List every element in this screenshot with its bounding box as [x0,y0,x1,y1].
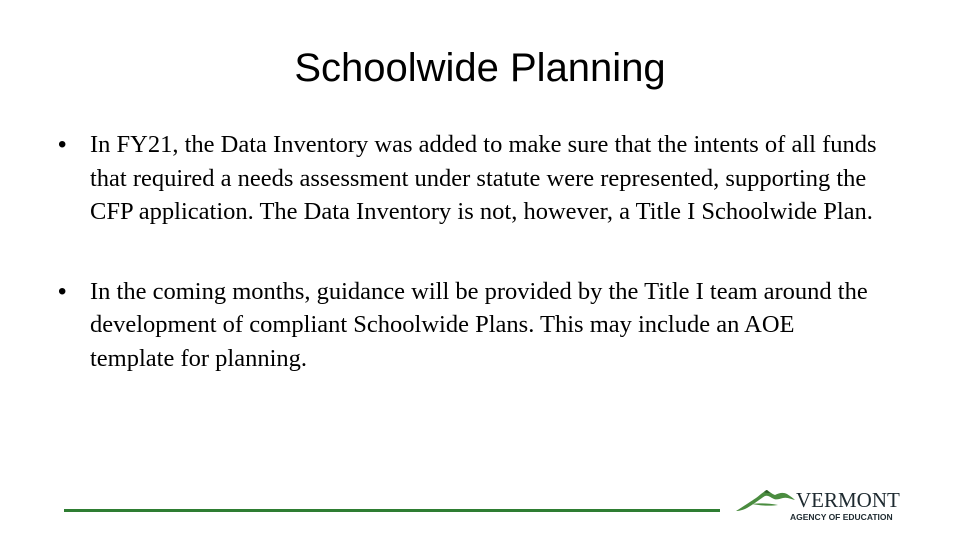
bullet-marker: • [58,277,67,305]
bullet-item [58,128,878,229]
logo-subtitle: AGENCY OF EDUCATION [790,512,893,522]
bullet-list [58,128,878,375]
mountain-icon [734,484,796,514]
bullet-item [58,275,878,376]
footer-divider [64,509,720,512]
logo-wordmark: VERMONT [796,488,900,512]
bullet-text: In the coming months, guidance will be provided by the Title I team around the development of compliant Schoolwide Plans. This may include an AOE template for planning. [90,277,868,372]
bullet-marker: • [58,131,67,158]
slide-title: Schoolwide Planning [294,46,666,90]
vermont-aoe-logo [734,484,906,524]
bullet-text: In FY21, the Data Inventory was added to make sure that the intents of all funds that required a needs assessment under statute were represented, supporting the CFP application. The Data Inventory is not, however, a Title I Schoolwide Plan. [90,131,877,225]
